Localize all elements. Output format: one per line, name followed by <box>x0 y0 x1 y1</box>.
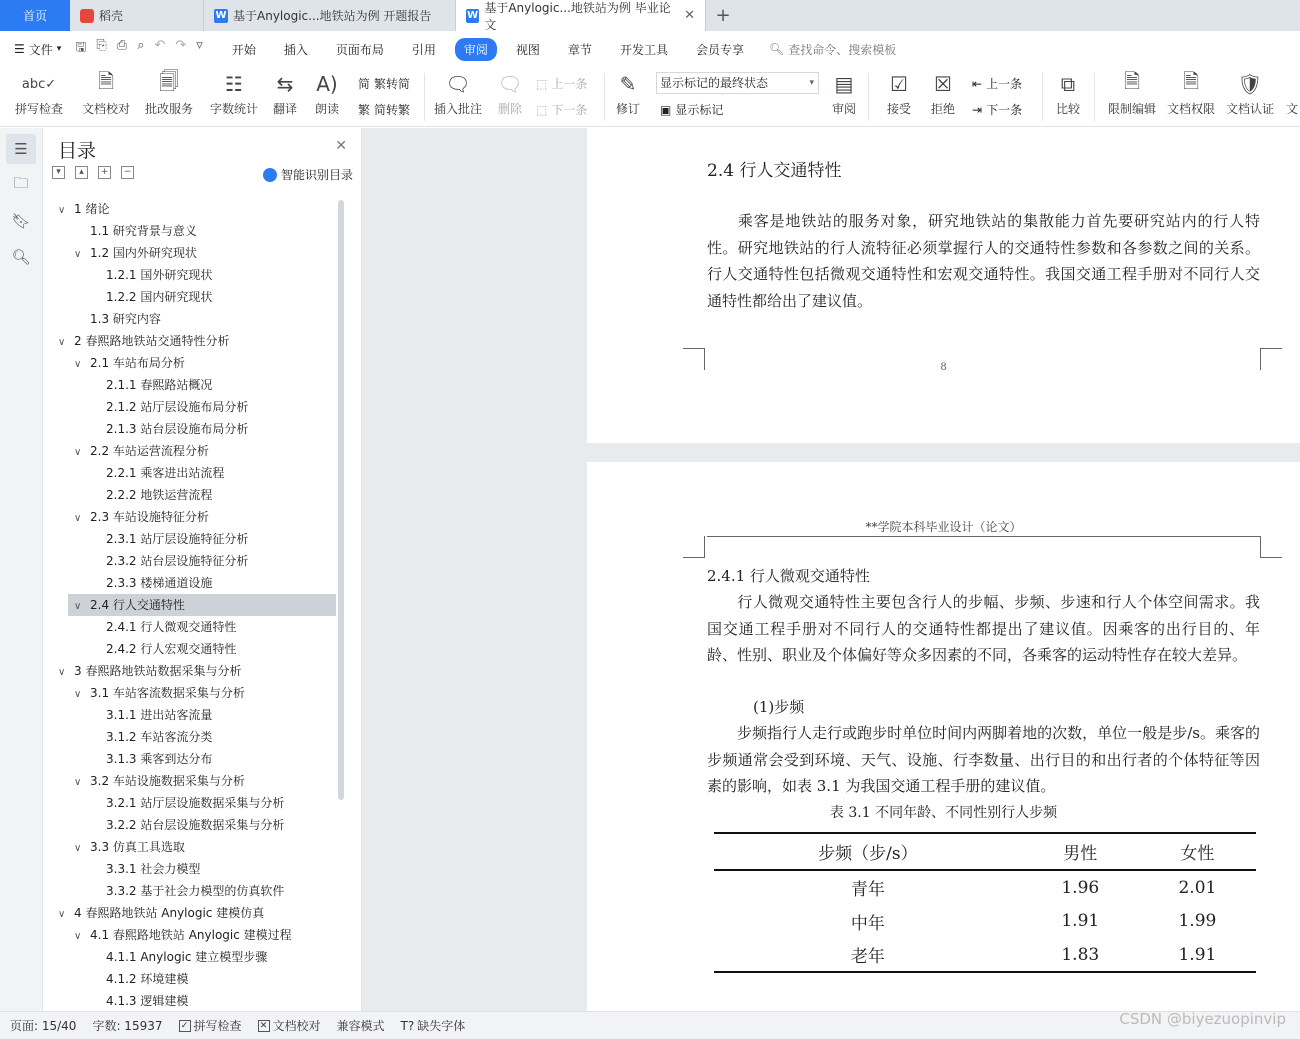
toc-item[interactable] <box>44 550 336 572</box>
toc-item-label: 4.1.1 Anylogic 建立模型步骤 <box>106 950 268 964</box>
toc-item[interactable] <box>44 990 336 1006</box>
page-8 <box>587 128 1300 443</box>
table-header-cell: 步频（步/s） <box>714 833 1022 870</box>
menu-insert[interactable]: 插入 <box>283 42 308 57</box>
toc-item[interactable] <box>44 506 336 528</box>
toc-item-label: 2.3.2 站台层设施特征分析 <box>106 554 249 568</box>
table-cell: 1.91 <box>1061 911 1100 931</box>
paragraph <box>707 589 1260 669</box>
table-cell: 1.96 <box>1061 877 1100 898</box>
show-marks-button[interactable] <box>660 101 723 118</box>
toc-item-label: 4 春熙路地铁站 Anylogic 建模仿真 <box>74 906 265 920</box>
missing-font-label: 缺失字体 <box>417 1019 466 1033</box>
tab-doc-proposal-label: 基于Anylogic...地铁站为例 开题报告 <box>233 9 432 23</box>
menu-review[interactable]: 审阅 <box>455 38 497 61</box>
toc-item[interactable] <box>44 682 336 704</box>
toc-panel-icon[interactable]: ☰ <box>6 134 36 164</box>
toc-item[interactable] <box>44 462 336 484</box>
toc-item[interactable] <box>44 330 336 352</box>
table-row <box>714 938 1256 972</box>
toc-item-label: 1.2.2 国内研究现状 <box>106 290 213 304</box>
next-icon: ⬚ <box>536 102 548 117</box>
toc-panel <box>44 128 362 1011</box>
tab-daoke-label: 稻壳 <box>99 9 124 23</box>
lock-icon: 🗎 <box>1123 69 1141 93</box>
toc-item[interactable] <box>44 814 336 836</box>
status-proofread[interactable] <box>258 1017 321 1034</box>
chevron-down-icon[interactable]: ∨ <box>74 601 82 612</box>
word-count-button[interactable] <box>206 67 262 127</box>
paragraph-text: 乘客是地铁站的服务对象，研究地铁站的集散能力首先要研究站内的行人特性。研究地铁站的行人流特征必须掌握行人的交通特性参数和各参数之间的关系。行人交通特性包括微观交通特性和宏观交通特性。我国交通工程手册对不同行人交通特性都给出了建议值。 <box>707 212 1260 310</box>
read-aloud-icon: A) <box>316 72 338 96</box>
chevron-down-icon[interactable]: ∨ <box>58 667 66 678</box>
document-area <box>362 128 1300 1011</box>
table-header-cell: 女性 <box>1139 833 1256 870</box>
reject-icon: ☒ <box>934 72 952 96</box>
toc-item[interactable] <box>44 352 336 374</box>
margin-mark <box>1260 536 1282 558</box>
prev-change-label: 上一条 <box>986 77 1023 91</box>
ribbon <box>0 67 1300 127</box>
status-proof-label: 文档校对 <box>272 1019 321 1033</box>
simp-trad-icon: 繁 <box>358 103 371 117</box>
print-icon[interactable]: ⎙ <box>116 38 128 53</box>
writer-icon: W <box>215 10 227 21</box>
tab-doc-proposal[interactable] <box>204 0 456 31</box>
add-heading-icon[interactable]: + <box>98 166 111 179</box>
word-count-indicator[interactable]: 字数: 15937 <box>92 1019 163 1033</box>
tab-daoke[interactable] <box>70 0 204 31</box>
toc-item[interactable] <box>44 440 336 462</box>
toc-item-label: 1 绪论 <box>74 202 110 216</box>
next-comment-button[interactable] <box>536 101 587 118</box>
review-pane-icon: ▤ <box>834 72 854 96</box>
toc-item-label: 2.4.2 行人宏观交通特性 <box>106 642 237 656</box>
data-table <box>714 832 1256 973</box>
toc-item-label: 2.2.2 地铁运营流程 <box>106 488 213 502</box>
sub-item <box>707 694 1260 721</box>
chevron-down-icon: ▾ <box>56 44 62 54</box>
toc-item[interactable] <box>44 264 336 286</box>
doc-permission-label: 文档权限 <box>1166 102 1215 116</box>
ribbon-divider <box>868 73 869 121</box>
toc-item-label: 2.3 车站设施特征分析 <box>90 510 209 524</box>
menu-bar <box>0 31 1300 67</box>
spell-check-icon: abc✓ <box>21 76 57 92</box>
ribbon-divider <box>1094 73 1095 121</box>
file-menu[interactable] <box>14 41 61 58</box>
smart-toc-button[interactable] <box>263 166 353 183</box>
menu-chapter[interactable]: 章节 <box>567 42 592 57</box>
table-cell: 1.83 <box>1022 938 1139 972</box>
prev-icon: ⬚ <box>536 76 548 91</box>
menu-reference[interactable]: 引用 <box>411 42 436 57</box>
chevron-down-icon[interactable]: ∨ <box>58 909 66 920</box>
menu-layout[interactable]: 页面布局 <box>335 42 384 57</box>
word-count-icon: ☷ <box>225 72 243 96</box>
toc-item-label: 2.4 行人交通特性 <box>90 598 185 612</box>
table-cell: 1.91 <box>1139 938 1256 972</box>
toc-item[interactable] <box>44 374 336 396</box>
table-caption: 表 3.1 不同年龄、不同性别行人步频 <box>829 805 1058 821</box>
chevron-down-icon[interactable]: ∨ <box>74 513 82 524</box>
annotate-service-icon: 🗐 <box>159 69 179 93</box>
command-search-label: 查找命令、搜索模板 <box>788 42 897 57</box>
toc-item[interactable] <box>44 770 336 792</box>
toc-item[interactable] <box>44 572 336 594</box>
prev-comment-label: 上一条 <box>551 77 588 91</box>
toc-item[interactable] <box>44 220 336 242</box>
toc-item[interactable] <box>44 902 336 924</box>
proofread-button[interactable] <box>78 67 134 127</box>
toc-item[interactable] <box>44 308 336 330</box>
compare-label: 比较 <box>1055 102 1080 116</box>
trad-to-simp-label: 繁转简 <box>374 77 411 91</box>
subsection-heading: 2.4.1 行人微观交通特性 <box>707 567 870 585</box>
next-comment-label: 下一条 <box>551 103 588 117</box>
page-number: 8 <box>940 362 947 373</box>
toc-item[interactable] <box>44 704 336 726</box>
toc-item[interactable] <box>44 286 336 308</box>
revise-button[interactable] <box>610 67 646 127</box>
translate-icon: ⇆ <box>276 72 294 96</box>
toc-item-label: 2 春熙路地铁站交通特性分析 <box>74 334 230 348</box>
watermark: CSDN @biyezuopinvip <box>1119 1010 1286 1028</box>
tab-doc-thesis[interactable] <box>456 0 706 31</box>
certify-icon: 🛡 <box>1237 72 1263 96</box>
chevron-down-icon[interactable]: ∨ <box>74 843 82 854</box>
tab-home[interactable]: 首页 <box>0 0 70 31</box>
new-tab-button[interactable]: + <box>715 5 731 26</box>
doc-certify-label: 文档认证 <box>1225 102 1274 116</box>
collapse-all-icon[interactable]: ▴ <box>75 166 88 179</box>
read-aloud-button[interactable] <box>310 67 344 127</box>
toc-item[interactable] <box>44 528 336 550</box>
toc-item-label: 3 春熙路地铁站数据采集与分析 <box>74 664 242 678</box>
toc-item-label: 2.1.3 站台层设施布局分析 <box>106 422 249 436</box>
restrict-edit-button[interactable] <box>1104 67 1160 127</box>
toc-scrollbar[interactable] <box>338 200 344 800</box>
ribbon-overflow-label: 文 <box>1285 102 1298 116</box>
next-change-button[interactable] <box>972 101 1022 118</box>
paragraph-text: 行人微观交通特性主要包含行人的步幅、步频、步速和行人个体空间需求。我国交通工程手册对不同行人的交通特性都提出了建议值。因乘客的出行目的、年龄、性别、职业及个体偏好等众多因素的不同，各乘客的运动特性存在较大差异。 <box>707 593 1260 664</box>
toc-item[interactable] <box>44 858 336 880</box>
toc-item-label: 1.2 国内外研究现状 <box>90 246 197 260</box>
comment-icon: 🗨 <box>445 72 471 96</box>
status-bar <box>0 1011 1300 1039</box>
toc-item-label: 2.4.1 行人微观交通特性 <box>106 620 237 634</box>
table-header-row <box>714 833 1256 870</box>
customize-icon[interactable]: ▿ <box>196 38 203 53</box>
toc-controls <box>52 166 134 179</box>
chapter-nav-icon[interactable]: 🗀 <box>13 173 29 192</box>
chevron-down-icon[interactable]: ∨ <box>74 777 82 788</box>
next-change-label: 下一条 <box>986 103 1023 117</box>
toc-item[interactable] <box>44 836 336 858</box>
table-cell: 1.99 <box>1178 911 1217 931</box>
page-indicator[interactable]: 页面: 15/40 <box>10 1019 77 1033</box>
spell-check-label: 拼写检查 <box>14 102 63 116</box>
left-sidebar <box>0 128 43 1011</box>
delete-comment-icon: 🗨 <box>497 72 523 96</box>
compare-button[interactable] <box>1050 67 1086 127</box>
close-tab-icon[interactable]: ✕ <box>684 8 695 23</box>
bookmark-icon[interactable]: 🔖︎ <box>11 212 31 230</box>
prev-change-button[interactable] <box>972 75 1022 92</box>
trad-to-simp-button[interactable] <box>358 75 410 92</box>
toc-item-label: 2.3.3 楼梯通道设施 <box>106 576 213 590</box>
table-row <box>714 870 1256 904</box>
table-row <box>714 904 1256 938</box>
translate-button[interactable] <box>266 67 304 127</box>
toc-item[interactable] <box>44 924 336 946</box>
menu-developer[interactable]: 开发工具 <box>619 42 668 57</box>
toc-item[interactable] <box>44 616 336 638</box>
accept-button[interactable] <box>880 67 918 127</box>
daoke-icon <box>80 9 94 23</box>
table-cell: 老年 <box>714 938 1022 972</box>
table-cell: 2.01 <box>1178 877 1217 898</box>
toc-item-label: 2.3.1 站厅层设施特征分析 <box>106 532 249 546</box>
toc-item-label: 2.1 车站布局分析 <box>90 356 185 370</box>
proofread-label: 文档校对 <box>81 102 130 116</box>
ribbon-divider <box>604 73 605 121</box>
sub-item-text: (1)步频 <box>753 698 805 716</box>
revise-label: 修订 <box>615 102 640 116</box>
show-marks-label: 显示标记 <box>675 103 724 117</box>
overflow-icon <box>1284 67 1300 101</box>
translate-label: 翻译 <box>272 102 297 116</box>
table-cell: 青年 <box>850 880 885 900</box>
toc-item[interactable] <box>44 396 336 418</box>
smart-toc-label: 智能识别目录 <box>280 168 353 182</box>
compat-mode: 兼容模式 <box>336 1019 385 1033</box>
review-pane-label: 审阅 <box>831 102 856 116</box>
toc-item[interactable] <box>68 594 336 616</box>
status-spell-label: 拼写检查 <box>193 1019 242 1033</box>
margin-mark <box>683 536 705 558</box>
prev-comment-button[interactable] <box>536 75 587 92</box>
save-icon[interactable]: 🖫 <box>75 40 87 55</box>
toc-item-label: 4.1 春熙路地铁站 Anylogic 建模过程 <box>90 928 292 942</box>
accept-icon: ☑ <box>890 72 908 96</box>
toc-item-label: 1.3 研究内容 <box>90 312 161 326</box>
header-rule <box>707 536 1260 537</box>
toc-item-label: 2.1.2 站厅层设施布局分析 <box>106 400 249 414</box>
section-heading: 2.4 行人交通特性 <box>707 161 842 181</box>
markup-state-value: 显示标记的最终状态 <box>660 76 769 90</box>
search-icon: 🔍︎ <box>768 42 785 56</box>
toc-item[interactable] <box>44 198 336 220</box>
read-aloud-label: 朗读 <box>314 102 339 116</box>
menu-view[interactable]: 视图 <box>515 42 540 57</box>
menu-member[interactable]: 会员专享 <box>695 42 744 57</box>
remove-heading-icon[interactable]: − <box>121 166 134 179</box>
insert-comment-label: 插入批注 <box>433 102 482 116</box>
chevron-down-icon[interactable]: ∨ <box>74 689 82 700</box>
table-cell: 中年 <box>850 913 885 934</box>
proof-icon: ✕ <box>258 1020 270 1032</box>
toc-item-label: 2.1.1 春熙路站概况 <box>106 378 213 392</box>
toc-item[interactable] <box>44 660 336 682</box>
toc-item[interactable] <box>44 484 336 506</box>
chevron-down-icon[interactable]: ∨ <box>74 931 82 942</box>
doc-certify-button[interactable] <box>1222 67 1278 127</box>
reject-label: 拒绝 <box>930 102 955 116</box>
simp-to-trad-button[interactable] <box>358 101 410 118</box>
delete-comment-label: 删除 <box>497 102 522 116</box>
ribbon-divider <box>1042 73 1043 121</box>
prev-change-icon: ⇤ <box>972 76 983 91</box>
ribbon-overflow-button[interactable] <box>1284 67 1300 127</box>
trad-simp-icon: 简 <box>358 77 371 91</box>
toc-item[interactable] <box>44 726 336 748</box>
spell-check-button[interactable] <box>8 67 70 127</box>
paragraph <box>707 720 1260 800</box>
review-pane-button[interactable] <box>826 67 862 127</box>
hamburger-icon: ☰ <box>14 42 25 56</box>
toc-item[interactable] <box>44 880 336 902</box>
menu-start[interactable]: 开始 <box>231 42 256 57</box>
command-search[interactable] <box>769 41 896 58</box>
status-spell-check[interactable] <box>179 1017 242 1034</box>
toc-item-label: 3.2 车站设施数据采集与分析 <box>90 774 245 788</box>
chevron-down-icon[interactable]: ∨ <box>74 359 82 370</box>
page-9 <box>587 462 1300 1011</box>
show-marks-icon: ▣ <box>660 102 672 117</box>
print-preview-icon[interactable]: ⌕ <box>137 38 145 53</box>
annotate-service-button[interactable] <box>140 67 198 127</box>
toc-item-label: 3.3.2 基于社会力模型的仿真软件 <box>106 884 285 898</box>
toc-item-label: 3.3.1 社会力模型 <box>106 862 201 876</box>
annotate-service-label: 批改服务 <box>144 102 193 116</box>
doc-permission-button[interactable] <box>1164 67 1218 127</box>
toc-item[interactable] <box>44 968 336 990</box>
undo-icon[interactable]: ↶ <box>154 38 166 53</box>
word-count-label: 字数统计 <box>209 102 258 116</box>
toc-item[interactable] <box>44 418 336 440</box>
toc-item-label: 3.1.1 进出站客流量 <box>106 708 213 722</box>
expand-all-icon[interactable]: ▾ <box>52 166 65 179</box>
markup-state-select[interactable] <box>656 72 819 94</box>
toc-item-label: 3.1.2 车站客流分类 <box>106 730 213 744</box>
tab-bar <box>0 0 1300 31</box>
insert-comment-button[interactable] <box>430 67 486 127</box>
permission-icon: 🗎 <box>1182 69 1200 93</box>
page-header: **学院本科毕业设计（论文） <box>865 520 1022 534</box>
toc-item-label: 3.3 仿真工具选取 <box>90 840 185 854</box>
toc-item[interactable] <box>44 792 336 814</box>
toc-item[interactable] <box>44 638 336 660</box>
accept-label: 接受 <box>886 102 911 116</box>
next-change-icon: ⇥ <box>972 102 983 117</box>
chevron-down-icon[interactable]: ∨ <box>58 205 66 216</box>
missing-font-icon: T? <box>400 1018 415 1033</box>
toc-item-label: 1.2.1 国外研究现状 <box>106 268 213 282</box>
toc-title: 目录 <box>58 140 97 162</box>
chevron-down-icon[interactable]: ∨ <box>58 337 66 348</box>
redo-icon[interactable]: ↷ <box>175 38 187 53</box>
toc-list <box>44 198 336 1006</box>
file-menu-label: 文件 <box>28 42 53 57</box>
simp-to-trad-label: 简转繁 <box>374 103 411 117</box>
smart-toc-icon <box>263 168 277 182</box>
toc-item[interactable] <box>44 946 336 968</box>
toc-item-label: 2.2.1 乘客进出站流程 <box>106 466 225 480</box>
toc-item[interactable] <box>44 242 336 264</box>
delete-comment-button[interactable] <box>490 67 530 127</box>
paragraph-text: 步频指行人走行或跑步时单位时间内两脚着地的次数，单位一般是步/s。乘客的步频通常会受到环境、天气、设施、行李数量、出行目的和出行者的个体特征等因素的影响，如表 3.1 为我国交通工程手册的建议值。 <box>707 724 1260 795</box>
revise-icon: ✎ <box>619 72 637 96</box>
toc-item-label: 3.1.3 乘客到达分布 <box>106 752 213 766</box>
table-header-cell: 男性 <box>1022 833 1139 870</box>
chevron-down-icon[interactable]: ∨ <box>74 249 82 260</box>
ribbon-divider <box>424 73 425 121</box>
export-icon[interactable]: ⎘ <box>96 38 107 53</box>
paragraph <box>707 208 1260 314</box>
compare-icon: ⧉ <box>1060 72 1076 96</box>
proofread-icon: 🗎 <box>97 69 115 93</box>
toc-item-label: 3.1 车站客流数据采集与分析 <box>90 686 245 700</box>
toc-item-label: 4.1.2 环境建模 <box>106 972 189 986</box>
writer-icon: W <box>467 10 479 21</box>
checkbox-icon: ✓ <box>179 1020 191 1032</box>
toc-item-label: 3.2.1 站厅层设施数据采集与分析 <box>106 796 285 810</box>
restrict-edit-label: 限制编辑 <box>1107 102 1156 116</box>
chevron-down-icon: ▾ <box>809 78 814 88</box>
quick-access <box>75 38 203 60</box>
chevron-down-icon[interactable]: ∨ <box>74 447 82 458</box>
toc-item-label: 4.1.3 逻辑建模 <box>106 994 189 1006</box>
toc-item-label: 3.2.2 站台层设施数据采集与分析 <box>106 818 285 832</box>
missing-font-button[interactable] <box>401 1017 466 1034</box>
toc-item[interactable] <box>44 748 336 770</box>
toc-item-label: 2.2 车站运营流程分析 <box>90 444 209 458</box>
tab-doc-thesis-label: 基于Anylogic...地铁站为例 毕业论文 <box>484 0 671 32</box>
reject-button[interactable] <box>924 67 962 127</box>
close-icon[interactable]: ✕ <box>335 138 347 154</box>
toc-item-label: 1.1 研究背景与意义 <box>90 224 197 238</box>
search-icon[interactable]: 🔍︎ <box>11 248 31 266</box>
